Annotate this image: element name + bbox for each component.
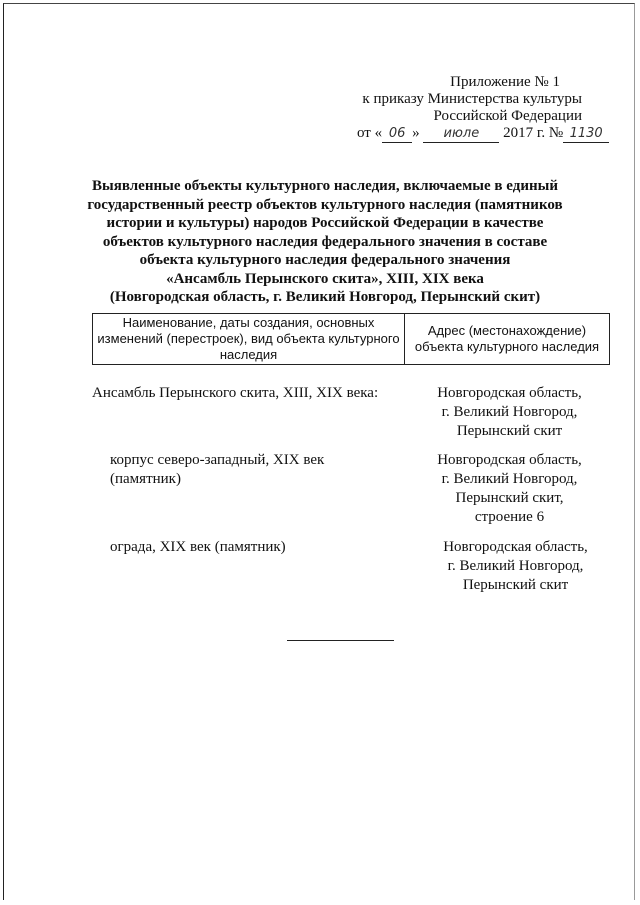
row-address-line: Новгородская область,	[437, 385, 582, 401]
row-address-line: Перынский скит	[462, 577, 569, 593]
row-name-line: ограда, XIX век (памятник)	[110, 539, 286, 555]
order-date-line	[357, 123, 609, 143]
header-address-line: объекта культурного наследия	[414, 339, 600, 354]
order-day: 06	[382, 126, 412, 143]
row-name-line: Ансамбль Перынского скита, XIII, XIX века:	[92, 385, 379, 401]
table-header	[92, 313, 610, 365]
row-address-line: г. Великий Новгород,	[441, 404, 578, 420]
document-title	[60, 177, 590, 307]
row-address-line: г. Великий Новгород,	[447, 558, 584, 574]
row-address-line: строение 6	[474, 509, 545, 525]
header-address-column	[405, 314, 609, 364]
header-name-line: Наименование, даты создания, основных	[122, 315, 375, 330]
row-address-line: Перынский скит	[456, 423, 563, 439]
title-line: (Новгородская область, г. Великий Новгород, Перынский скит)	[109, 289, 541, 305]
order-prefix: от «	[357, 125, 383, 141]
title-line: государственный реестр объектов культурного наследия (памятников	[87, 196, 563, 213]
header-name-line: наследия	[219, 347, 278, 362]
row-3-address	[428, 538, 603, 595]
row-address-line: Новгородская область,	[437, 452, 582, 468]
order-month: июле	[423, 126, 499, 143]
row-address-line: Новгородская область,	[443, 539, 588, 555]
row-1-name	[92, 384, 378, 403]
title-line: Выявленные объекты культурного наследия, включаемые в единый	[92, 178, 558, 194]
row-2-address	[422, 451, 597, 527]
order-close-quote: »	[412, 125, 420, 141]
row-3-name	[110, 538, 286, 557]
title-line: объекта культурного наследия федерального значения	[139, 252, 511, 268]
order-number: 1130	[563, 126, 609, 143]
header-name-column	[93, 314, 405, 364]
row-name-line: корпус северо-западный, XIX век	[110, 452, 325, 468]
end-rule	[287, 640, 394, 641]
row-address-line: г. Великий Новгород,	[441, 471, 578, 487]
title-line: объектов культурного наследия федерального значения в составе	[102, 233, 548, 250]
appendix-number: Приложение № 1	[450, 74, 560, 90]
row-1-address	[422, 384, 597, 441]
header-address-line: Адрес (местонахождение)	[427, 323, 587, 338]
title-line: «Ансамбль Перынского скита», XIII, XIX века	[166, 270, 484, 287]
row-address-line: Перынский скит,	[455, 490, 564, 506]
row-name-line: (памятник)	[110, 471, 181, 487]
order-year: 2017 г. №	[503, 125, 564, 141]
title-line: истории и культуры) народов Российской Федерации в качестве	[106, 215, 544, 231]
appendix-header	[330, 74, 630, 125]
row-2-name	[110, 451, 324, 489]
header-name-line: изменений (перестроек), вид объекта культурного	[97, 331, 400, 346]
appendix-federation: Российской Федерации	[433, 108, 582, 124]
appendix-order-ref: к приказу Министерства культуры	[362, 91, 582, 107]
